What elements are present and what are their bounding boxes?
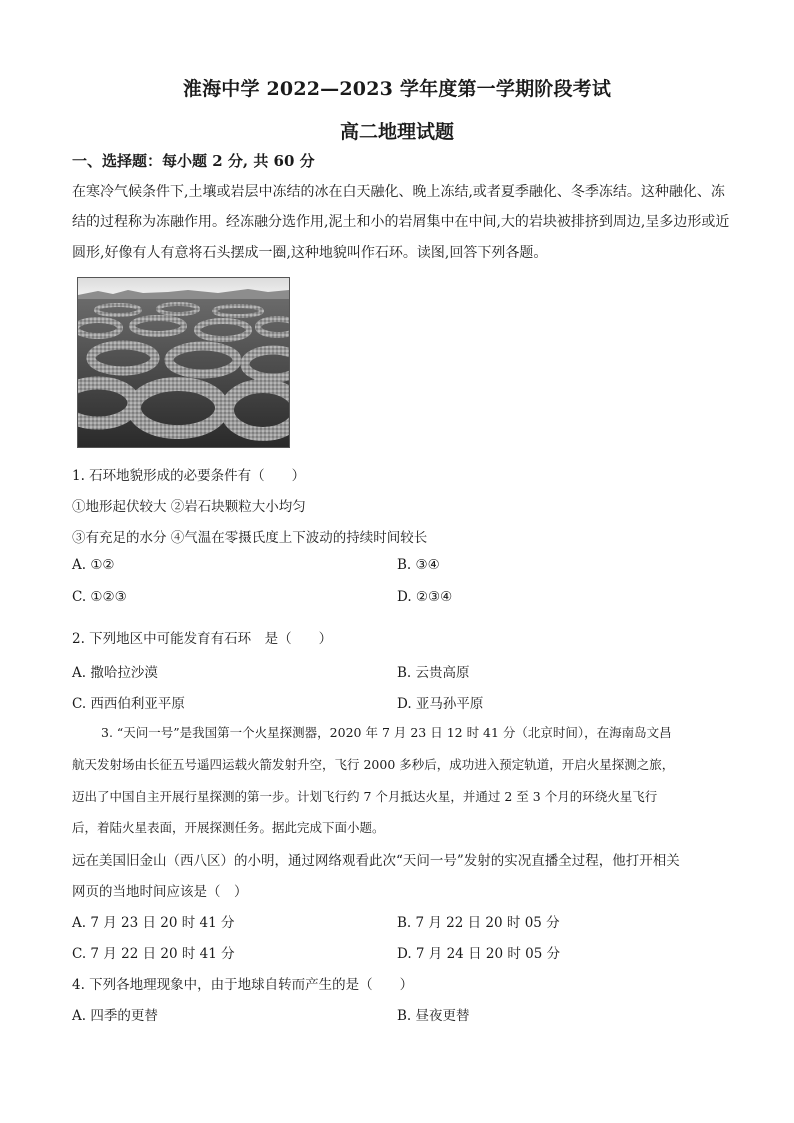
q3-intro-line: 后，着陆火星表面，开展探测任务。据此完成下面小题。 (72, 820, 385, 835)
q2-option-b[interactable]: B. 云贵高原 (397, 665, 470, 681)
q2-option-a[interactable]: A. 撒哈拉沙漠 (72, 665, 158, 681)
stone-ring-photo (77, 277, 290, 448)
q4-option-a[interactable]: A. 四季的更替 (72, 1008, 158, 1024)
q3-intro-line: 3. “天问一号”是我国第一个火星探测器，2020 年 7 月 23 日 12 时 41 分（北京时间），在海南岛文昌 (101, 725, 672, 740)
q2-option-c[interactable]: C. 西西伯利亚平原 (72, 696, 185, 712)
intro-line: 圆形,好像有人有意将石头摆成一圈,这种地貌叫作石环。读图,回答下列各题。 (72, 245, 548, 261)
page-title: 淮海中学 2022—2023 学年度第一学期阶段考试 (182, 78, 612, 100)
q3-option-c[interactable]: C. 7 月 22 日 20 时 41 分 (72, 946, 235, 962)
q4-option-b[interactable]: B. 昼夜更替 (397, 1008, 470, 1024)
q3-option-d[interactable]: D. 7 月 24 日 20 时 05 分 (397, 946, 561, 962)
q1-conditions: ①地形起伏较大 ②岩石块颗粒大小均匀 (72, 499, 306, 515)
stone-ring-photo-image (78, 278, 289, 447)
q3-intro-line: 迈出了中国自主开展行星探测的第一步。计划飞行约 7 个月抵达火星，并通过 2 至 3 个月的环绕火星飞行 (72, 789, 658, 804)
intro-line: 结的过程称为冻融作用。经冻融分选作用,泥土和小的岩屑集中在中间,大的岩块被排挤到周边,呈多边形或近 (72, 214, 730, 230)
q3-stem: 远在美国旧金山（西八区）的小明，通过网络观看此次“天问一号”发射的实况直播全过程，他打开相关 (72, 853, 680, 869)
q1-stem: 1. 石环地貌形成的必要条件有（ ） (72, 468, 306, 484)
q3-intro-line: 航天发射场由长征五号遥四运载火箭发射升空，飞行 2000 多秒后，成功进入预定轨道，开启火星探测之旅， (72, 757, 675, 772)
q1-conditions: ③有充足的水分 ④气温在零摄氏度上下波动的持续时间较长 (72, 530, 428, 546)
q1-option-a[interactable]: A. ①② (72, 557, 115, 573)
q1-option-d[interactable]: D. ②③④ (397, 589, 453, 605)
q3-stem: 网页的当地时间应该是（ ） (72, 884, 248, 900)
q3-option-a[interactable]: A. 7 月 23 日 20 时 41 分 (72, 915, 235, 931)
q1-option-c[interactable]: C. ①②③ (72, 589, 127, 605)
q2-stem: 2. 下列地区中可能发育有石环 是（ ） (72, 631, 333, 647)
page-subtitle: 高二地理试题 (339, 121, 454, 143)
q4-stem: 4. 下列各地理现象中，由于地球自转而产生的是（ ） (72, 977, 414, 993)
q1-option-b[interactable]: B. ③④ (397, 557, 440, 573)
q2-option-d[interactable]: D. 亚马孙平原 (397, 696, 484, 712)
q3-option-b[interactable]: B. 7 月 22 日 20 时 05 分 (397, 915, 560, 931)
section-heading: 一、选择题：每小题 2 分, 共 60 分 (72, 152, 315, 170)
intro-line: 在寒冷气候条件下,土壤或岩层中冻结的冰在白天融化、晚上冻结,或者夏季融化、冬季冻结。这种融化、冻 (72, 184, 725, 200)
